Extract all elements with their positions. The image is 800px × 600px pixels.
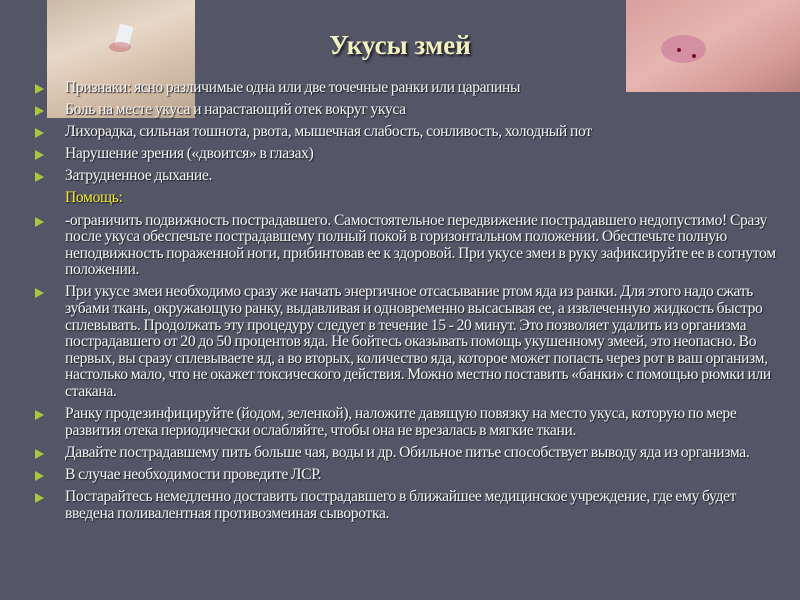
list-item-text: Ранку продезинфицируйте (йодом, зеленкой), наложите давящую повязку на место укуса, которую по мере развития отека периодически ослабляйте, чтобы она не врезалась в мягкие ткани. — [65, 405, 737, 439]
help-heading — [0, 190, 780, 207]
list-item — [0, 284, 780, 400]
list-item-text: Нарушение зрения («двоится» в глазах) — [65, 145, 314, 163]
list-item — [0, 445, 780, 462]
bullet-arrow-icon — [35, 172, 44, 182]
list-item — [0, 102, 780, 119]
bullet-list — [0, 80, 780, 528]
list-item-text: Помощь: — [65, 189, 123, 207]
bullet-arrow-icon — [35, 288, 44, 298]
bullet-arrow-icon — [35, 449, 44, 459]
list-item — [0, 489, 780, 522]
bullet-arrow-icon — [35, 410, 44, 420]
list-item — [0, 406, 780, 439]
list-item-text: Давайте пострадавшему пить больше чая, воды и др. Обильное питье способствует выводу яда из организма. — [65, 443, 750, 461]
bullet-arrow-icon — [35, 471, 44, 481]
list-item-text: Постарайтесь немедленно доставить пострадавшего в ближайшее медицинское учреждение, где ему будет введена поливалентная противозмеиная сыворотка. — [65, 487, 737, 522]
list-item — [0, 124, 780, 141]
list-item — [0, 213, 780, 279]
list-item-text: -ограничить подвижность пострадавшего. Самостоятельное передвижение пострадавшего недопустимо! Сразу после укуса обеспечьте пострадавшему полный покой в горизонтальном положении. Обеспечьте полную неподвижность пораженной ноги, прибинтовав ее к здоровой. При укусе змеи в руку зафиксируйте ее в согнутом положении. — [65, 211, 776, 279]
list-item — [0, 80, 780, 97]
bullet-arrow-icon — [35, 150, 44, 160]
list-item — [0, 168, 780, 185]
bullet-arrow-icon — [35, 84, 44, 94]
bullet-arrow-icon — [35, 217, 44, 227]
bullet-arrow-icon — [35, 106, 44, 116]
list-item-text: В случае необходимости проведите ЛСР. — [65, 465, 322, 483]
list-item-text: При укусе змеи необходимо сразу же начать энергичное отсасывание ртом яда из ранки. Для этого надо сжать зубами ткань, окружающую ранку, выдавливая и одновременно высасывая ее, а извлеченную жидкость быстро сплевывать. Продолжать эту процедуру следует в течение 15 - 20 минут. Это позволяет удалить из организма пострадавшего от 20 до 50 процентов яда. Не бойтесь оказывать помощь укушенному змеей, это неопасно. Во первых, вы сразу сплевываете яд, а во вторых, количество яда, которое может попасть через рот в ваш организм, настолько мало, что не окажет токсического действия. Можно местно поставить «банки» с помощью рюмки или стакана. — [65, 283, 771, 400]
slide-title: Укусы змей — [329, 30, 471, 60]
list-item-text: Лихорадка, сильная тошнота, рвота, мышечная слабость, сонливость, холодный пот — [65, 123, 592, 141]
bullet-arrow-icon — [35, 493, 44, 503]
list-item-text: Признаки: ясно различимые одна или две точечные ранки или царапины — [65, 79, 521, 96]
list-item — [0, 467, 780, 484]
list-item — [0, 146, 780, 163]
list-item-text: Боль на месте укуса и нарастающий отек вокруг укуса — [65, 101, 406, 119]
bullet-arrow-icon — [35, 128, 44, 138]
list-item-text: Затрудненное дыхание. — [65, 167, 213, 185]
